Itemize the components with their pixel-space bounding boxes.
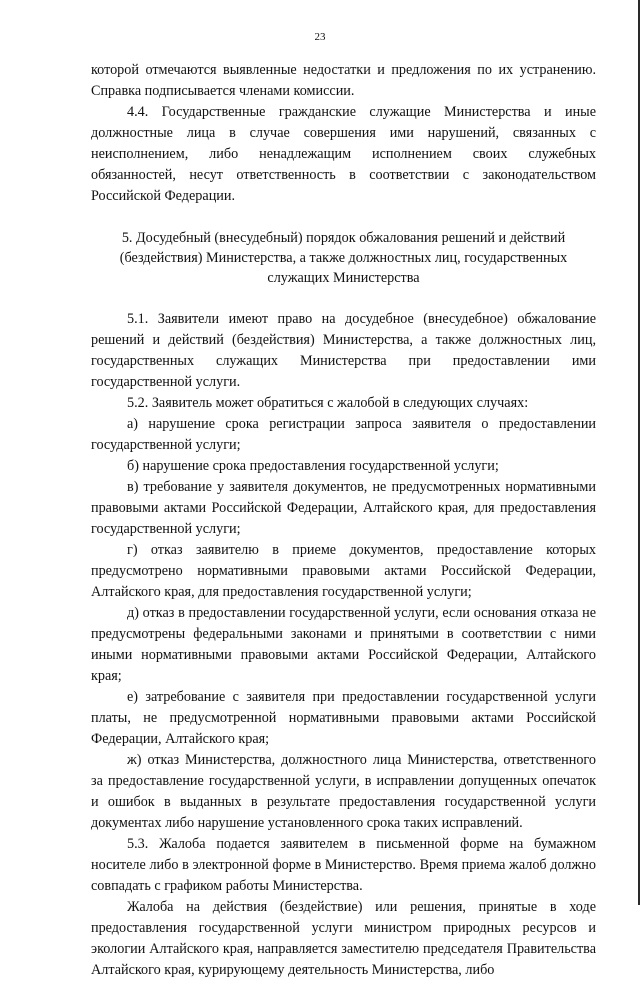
paragraph-4-4: 4.4. Государственные гражданские служащие Министерства и иные должностные лица в случае совершения ими нарушений, связанных с неисполнением, либо ненадлежащим исполнением своих служебных обязанностей, несут ответственность в соответствии с законодательством Российской Федерации. (91, 104, 596, 204)
paragraph-5-3: 5.3. Жалоба подается заявителем в письменной форме на бумажном носителе либо в электронной форме в Министерство. Время приема жалоб должно совпадать с графиком работы Министерства. (91, 836, 596, 894)
paragraph-continuation: которой отмечаются выявленные недостатки и предложения по их устранению. Справка подписывается членами комиссии. (91, 62, 596, 99)
list-item-a: а) нарушение срока регистрации запроса заявителя о предоставлении государственной услуги; (91, 416, 596, 453)
list-item-e: е) затребование с заявителя при предоставлении государственной услуги платы, не предусмотренной нормативными правовыми актами Российской Федерации, Алтайского края; (91, 689, 596, 747)
list-item-b: б) нарушение срока предоставления государственной услуги; (127, 458, 499, 474)
page-number: 23 (314, 31, 326, 43)
paragraph-5-2: 5.2. Заявитель может обратиться с жалобой в следующих случаях: (127, 395, 529, 411)
list-item-zh: ж) отказ Министерства, должностного лица Министерства, ответственного за предоставление государственной услуги, в исправлении допущенных опечаток и ошибок в выданных в результате предоставления государственной услуги документах либо нарушение установленного срока таких исправлений. (91, 752, 596, 831)
list-item-d: д) отказ в предоставлении государственной услуги, если основания отказа не предусмотрены федеральными законами и принятыми в соответствии с ними иными нормативными правовыми актами Российской Федерации, Алтайского края; (91, 605, 596, 684)
paragraph-5-1: 5.1. Заявители имеют право на досудебное (внесудебное) обжалование решений и действий (бездействия) Министерства, а также должностных лиц, государственных служащих Министерства при предоставлении ими государственной услуги. (91, 311, 596, 390)
list-item-v: в) требование у заявителя документов, не предусмотренных нормативными правовыми актами Российской Федерации, Алтайского края, для предоставления государственной услуги; (91, 479, 596, 537)
document-body (91, 60, 596, 981)
section-5-heading: 5. Досудебный (внесудебный) порядок обжалования решений и действий (бездействия) Министерства, а также должностных лиц, государственных служащих Министерства (119, 230, 568, 286)
list-item-g: г) отказ заявителю в приеме документов, предоставление которых предусмотрено нормативными правовыми актами Российской Федерации, Алтайского края, для предоставления государственной услуги; (91, 542, 596, 600)
paragraph-complaint: Жалоба на действия (бездействие) или решения, принятые в ходе предоставления государственной услуги министром природных ресурсов и экологии Алтайского края, направляется заместителю председателя Правительства Алтайского края, курирующему деятельность Министерства, либо (91, 899, 596, 978)
